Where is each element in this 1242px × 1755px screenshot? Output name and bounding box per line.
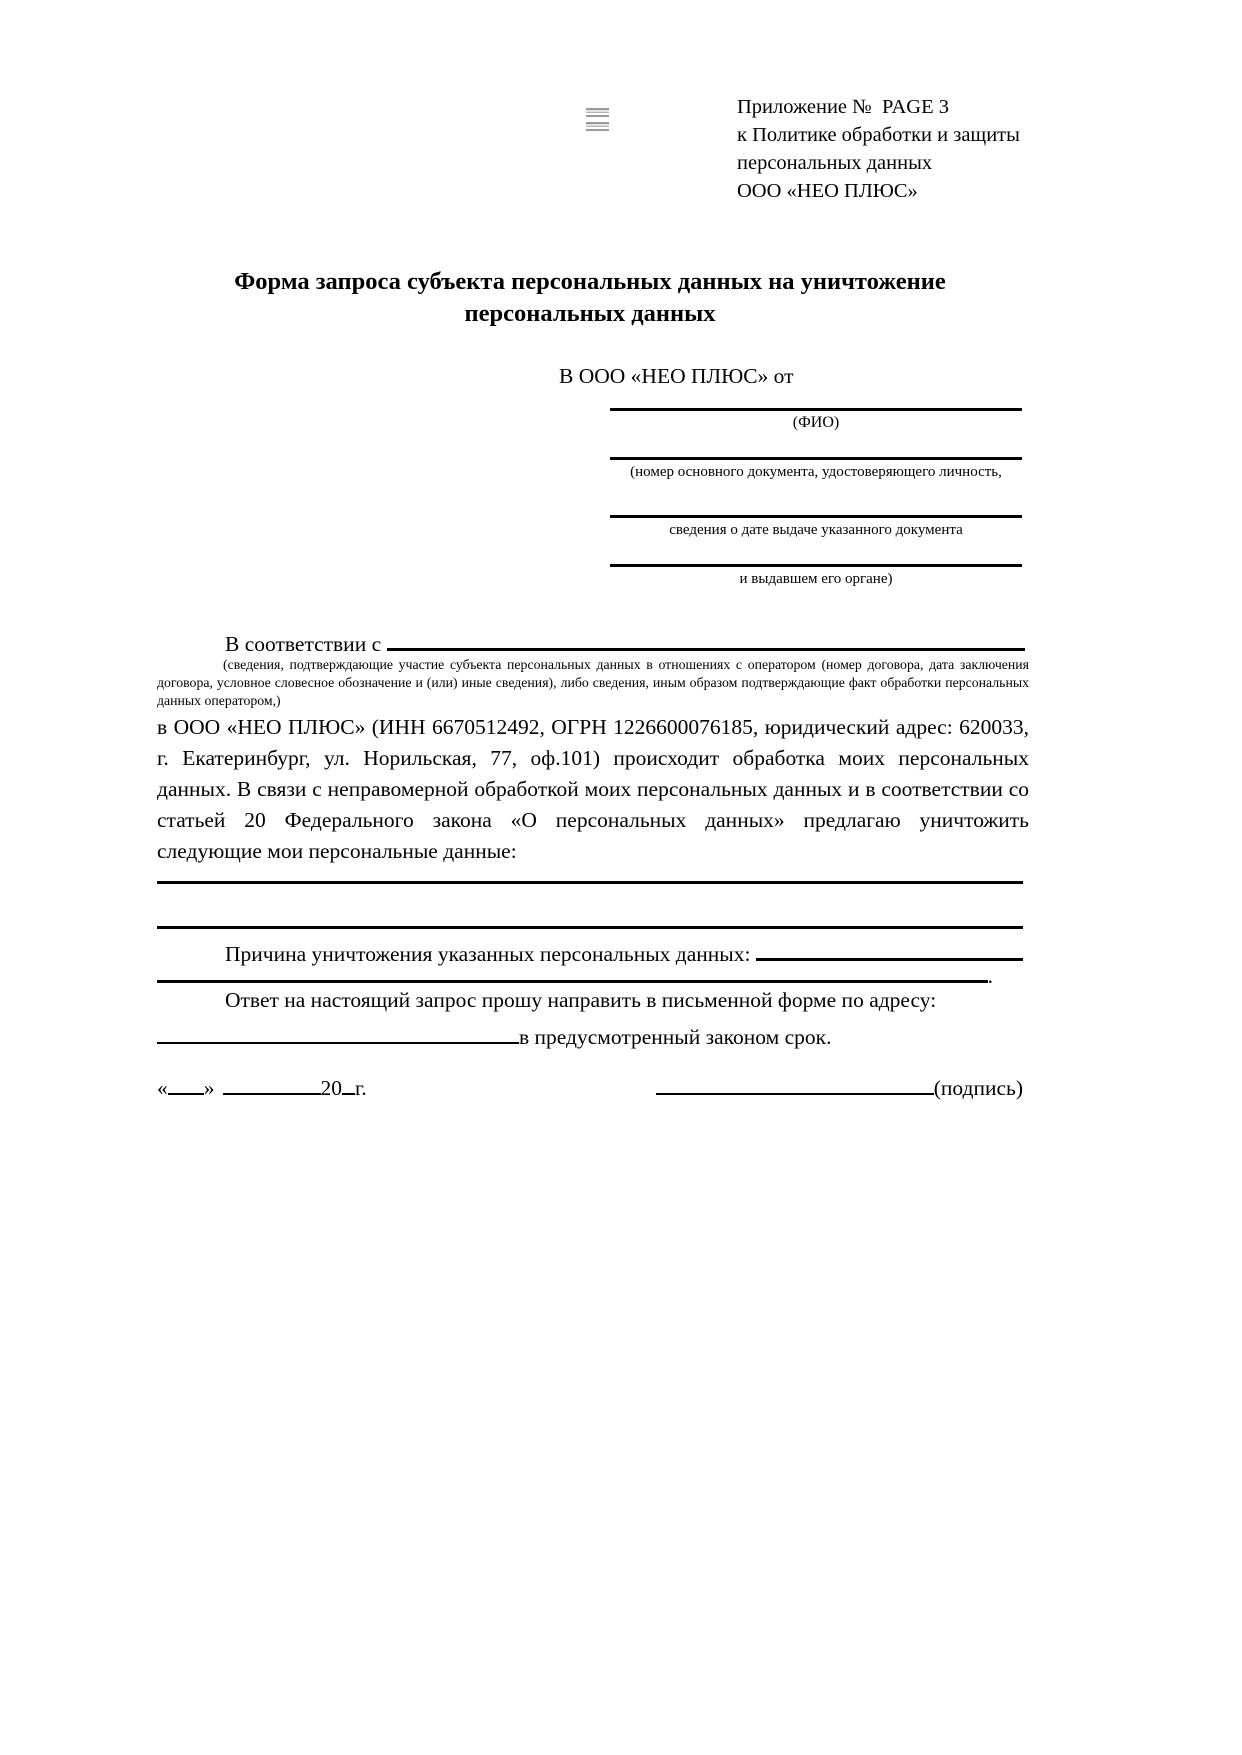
fine-print-note: (сведения, подтверждающие участие субъекта персональных данных в отношениях с оператором (номер договора, дата заключения договора, условное словесное обозначение и (или) иные сведения), либо сведения, иным образом подтверждающие факт обработки персональных данных оператором,) [157,657,1029,708]
document-title [157,266,1023,330]
reason-continuation-row [157,958,993,989]
artifact-gap [586,117,609,121]
accordance-blank-line[interactable] [387,626,1026,651]
date-quote-close: » [203,1075,215,1100]
reason-blank-line-2[interactable] [157,958,988,983]
date-month-blank[interactable] [223,1070,321,1095]
issuing-authority-caption: и выдавшем его органе) [739,571,893,587]
field-issuing-authority [610,564,1022,588]
data-blank-line-1[interactable] [157,881,1023,884]
date-year-blank[interactable] [342,1070,355,1095]
body-paragraph: в ООО «НЕО ПЛЮС» (ИНН 6670512492, ОГРН 1226600076185, юридический адрес: 620033, г. Екатеринбург, ул. Норильская, 77, оф.101) происходит обработка моих персональных данных. В связи с неправомерной обработкой моих персональных данных и в соответствии со статьей 20 Федерального закона «О персональных данных» предлагаю уничтожить следующие мои персональные данные: [157,715,1029,863]
data-blank-line-2[interactable] [157,926,1023,929]
addressee-line: В ООО «НЕО ПЛЮС» от [559,364,794,388]
date-year-suffix: г. [355,1075,367,1100]
deadline-text: в предусмотренный законом срок. [519,1024,832,1049]
date-century: 20 [320,1075,342,1100]
issue-date-blank-line[interactable] [610,515,1022,518]
fio-blank-line[interactable] [610,408,1022,411]
appendix-line-1: Приложение № PAGE 3 [737,96,949,118]
reason-label: Причина уничтожения указанных персональных данных: [225,941,756,966]
response-request-line: Ответ на настоящий запрос прошу направить в письменной форме по адресу: [225,988,937,1012]
accordance-row [157,626,1025,657]
reason-blank-line[interactable] [756,936,1023,961]
issuing-authority-blank-line[interactable] [610,564,1022,567]
accordance-prefix: В соответствии с [225,631,387,656]
issue-date-caption: сведения о дате выдаче указанного документа [669,522,963,538]
appendix-line-4: ООО «НЕО ПЛЮС» [737,180,918,202]
date-signature-row [157,1070,1023,1101]
title-line-1: Форма запроса субъекта персональных данных на уничтожение [234,268,946,295]
document-artifact-icon [586,108,609,131]
appendix-line-3: персональных данных [737,152,933,174]
fio-caption: (ФИО) [792,414,840,431]
trailing-period: . [987,963,993,988]
deadline-row [157,1019,1029,1050]
title-line-2: персональных данных [464,300,716,327]
field-issue-date [610,515,1022,539]
appendix-header [737,93,1020,205]
appendix-line-2: к Политике обработки и защиты [737,124,1020,146]
signature-caption: (подпись) [933,1075,1023,1100]
signature-blank-line[interactable] [656,1070,934,1095]
field-fio [610,408,1022,432]
date-quote-open: « [157,1075,168,1100]
document-number-caption: (номер основного документа, удостоверяющего личность, [630,464,1002,480]
field-document-number [610,457,1022,481]
document-number-blank-line[interactable] [610,457,1022,460]
address-blank-line[interactable] [157,1019,519,1044]
date-day-blank[interactable] [168,1070,204,1095]
